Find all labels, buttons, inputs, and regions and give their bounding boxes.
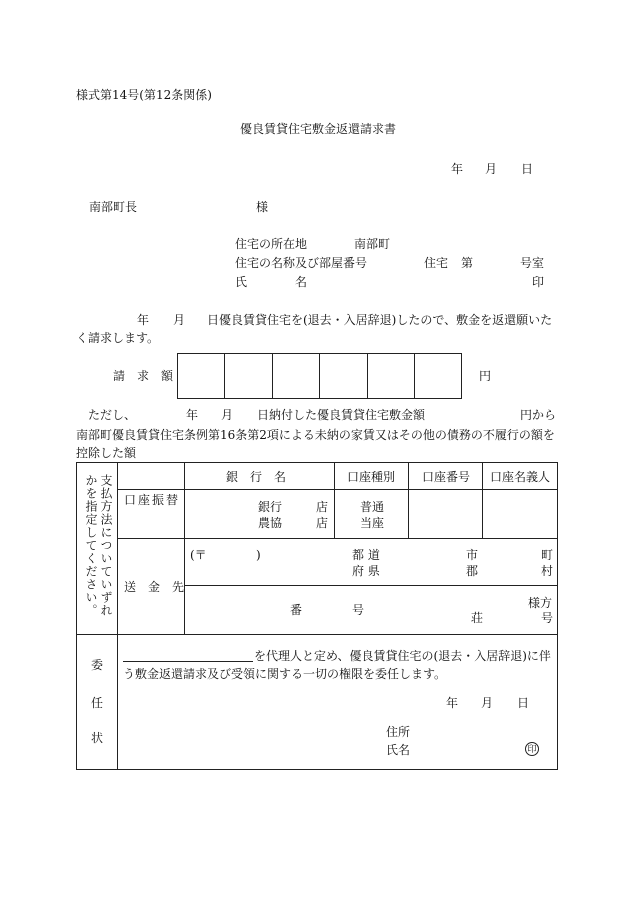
date-day: 日 — [521, 162, 534, 176]
table-delegation-top — [76, 634, 558, 635]
postal-mark: (〒 — [190, 548, 207, 562]
delegation-month: 月 — [481, 696, 494, 710]
town-label: 町 — [541, 548, 554, 562]
statement-line-1: 日優良賃貸住宅を(退去・入居辞退)したので、敷金を返還願いた — [207, 313, 553, 327]
applicant-name-label-1: 氏 — [235, 275, 248, 289]
delegation-day: 日 — [517, 696, 530, 710]
statement-line-2: く請求します。 — [76, 331, 160, 345]
branch-label: 店 — [316, 500, 329, 514]
claim-label: 請 求 額 — [113, 369, 174, 383]
table-col-divider — [334, 462, 335, 538]
postal-close: ) — [256, 548, 261, 562]
nokyo-option: 農協 — [258, 516, 283, 530]
header-account-type: 口座種別 — [347, 470, 396, 484]
deduction-year: 年 — [186, 408, 199, 422]
header-account-number: 口座番号 — [422, 470, 471, 484]
date-month: 月 — [485, 162, 498, 176]
remit-label: 送 金 先 — [124, 580, 185, 594]
deduction-line-2: 南部町優良賃貸住宅条例第16条第2項による未納の家賃又はその他の債務の不履行の額を — [76, 428, 555, 442]
table-remit-mid — [184, 585, 558, 586]
claim-box-divider — [319, 353, 320, 399]
claim-box-divider — [272, 353, 273, 399]
deduction-line-3: 控除した額 — [76, 446, 137, 460]
county-label: 郡 — [466, 564, 479, 578]
go-label: 号 — [352, 603, 365, 617]
seal-stamp-icon: 印 — [525, 742, 539, 756]
claim-unit: 円 — [479, 369, 492, 383]
village-label: 村 — [541, 564, 554, 578]
delegation-address-label: 住所 — [386, 725, 411, 739]
address-label: 住宅の所在地 — [235, 237, 308, 251]
account-type-ordinary: 普通 — [360, 500, 385, 514]
housing-mid: 住宅 — [424, 256, 449, 270]
deduction-prefix: ただし、 — [88, 408, 137, 422]
branch-label: 店 — [316, 516, 329, 530]
deduction-month: 月 — [221, 408, 234, 422]
page-title: 優良賃貸住宅敷金返還請求書 — [240, 122, 397, 136]
housing-label: 住宅の名称及び部屋番号 — [235, 256, 368, 270]
addressee-honorific: 様 — [256, 200, 269, 214]
form-number: 様式第14号(第12条関係) — [76, 88, 212, 102]
banchi-label: 番 — [290, 603, 303, 617]
delegation-year: 年 — [446, 696, 459, 710]
delegation-line-2: う敷金返還請求及び受領に関する一切の権限を委任します。 — [123, 667, 447, 681]
agent-name-underline[interactable] — [123, 661, 253, 662]
prefecture-to-do: 都 道 — [352, 548, 380, 562]
applicant-name-label-2: 名 — [295, 275, 308, 289]
claim-box-divider — [224, 353, 225, 399]
applicant-seal-mark: 印 — [532, 275, 545, 289]
payment-method-instruction: 支払方法についていずれかを指定してください。 — [84, 474, 113, 617]
table-left-column-divider — [117, 462, 118, 770]
table-col-divider — [482, 462, 483, 538]
table-header-bottom — [117, 489, 558, 490]
housing-dai: 第 — [461, 256, 474, 270]
claim-box-divider — [367, 353, 368, 399]
statement-year: 年 — [137, 313, 150, 327]
delegation-name-label: 氏名 — [386, 743, 411, 757]
address-value: 南部町 — [354, 237, 391, 251]
header-bank-name: 銀 行 名 — [226, 470, 287, 484]
table-label-column-divider — [184, 462, 185, 634]
account-type-current: 当座 — [360, 516, 385, 530]
claim-box-divider — [414, 353, 415, 399]
header-account-holder: 口座名義人 — [490, 470, 551, 484]
delegation-label-3: 状 — [91, 731, 104, 745]
housing-room: 号室 — [520, 256, 545, 270]
deduction-line-1-end: 円から — [520, 408, 557, 422]
table-col-divider — [408, 462, 409, 538]
deduction-line-1-mid: 日納付した優良賃貸住宅敷金額 — [257, 408, 426, 422]
statement-month: 月 — [173, 313, 186, 327]
date-year: 年 — [451, 162, 464, 176]
so-label: 荘 — [471, 611, 484, 625]
delegation-label-2: 任 — [91, 696, 104, 710]
city-label: 市 — [466, 548, 479, 562]
addressee-name: 南部町長 — [89, 200, 138, 214]
transfer-label: 口座振替 — [124, 493, 181, 507]
sama-kata-label: 様方 — [528, 596, 553, 610]
go2-label: 号 — [541, 611, 554, 625]
delegation-label-1: 委 — [91, 658, 104, 672]
prefecture-fu-ken: 府 県 — [352, 564, 380, 578]
table-transfer-bottom — [117, 538, 558, 539]
delegation-line-1: を代理人と定め、優良賃貸住宅の(退去・入居辞退)に伴 — [254, 649, 551, 663]
bank-option: 銀行 — [258, 500, 283, 514]
